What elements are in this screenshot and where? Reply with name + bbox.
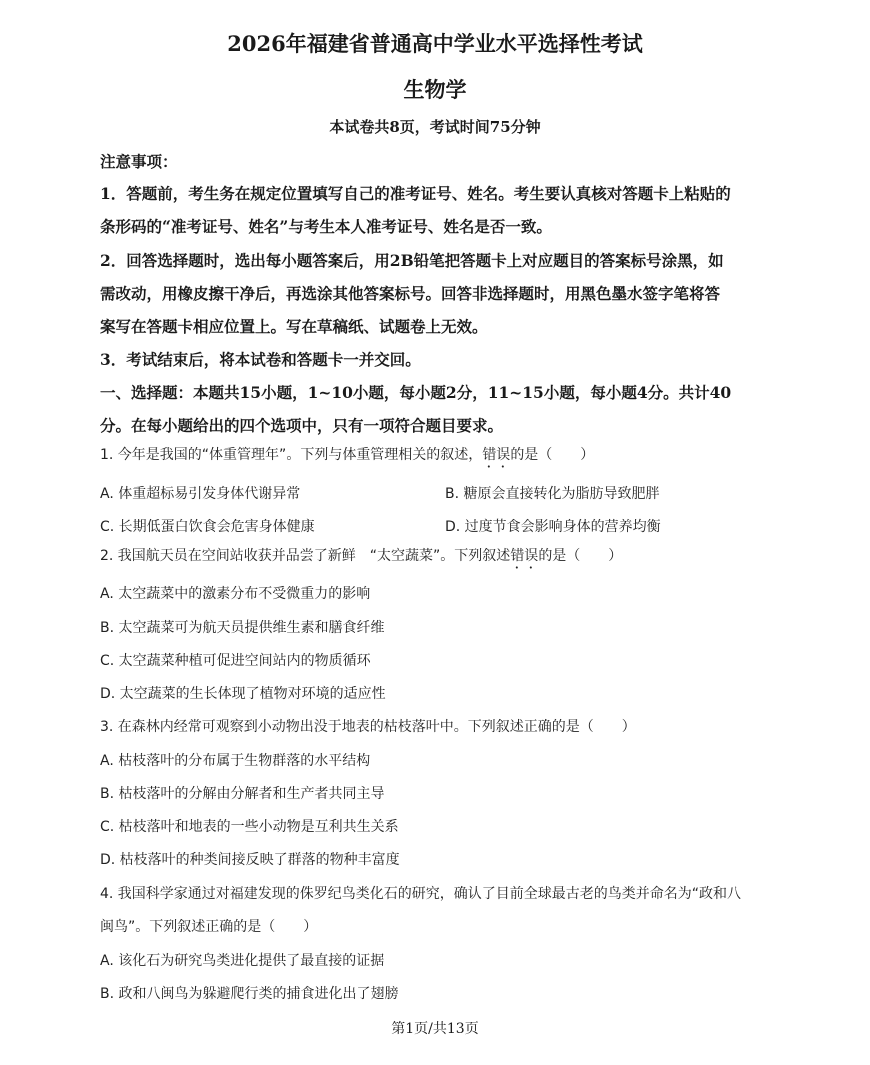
- question-1-stem: [100, 444, 594, 471]
- q3-option-c: C. 枯枝落叶和地表的一些小动物是互利共生关系: [100, 819, 399, 835]
- q2-option-b: B. 太空蔬菜可为航天员提供维生素和膳食纤维: [100, 620, 385, 636]
- q2-option-c: C. 太空蔬菜种植可促进空间站内的物质循环: [100, 653, 371, 669]
- question-3-stem: 3. 在森林内经常可观察到小动物出没于地表的枯枝落叶中。下列叙述正确的是（ ）: [100, 719, 636, 735]
- q2-option-a: A. 太空蔬菜中的激素分布不受微重力的影响: [100, 586, 371, 602]
- q1-stem-before: 1. 今年是我国的“体重管理年”。下列与体重管理相关的叙述，: [100, 447, 483, 463]
- q1-stem-after: 的是（ ）: [510, 447, 595, 463]
- note-2-line-3: 案写在答题卡相应位置上。写在草稿纸、试题卷上无效。: [100, 317, 488, 336]
- q2-stem-emphasis: 错误: [510, 548, 539, 564]
- q1-stem-emphasis: 错误: [482, 447, 511, 463]
- q1-option-b: B. 糖原会直接转化为脂肪导致肥胖: [445, 486, 660, 502]
- subject-title: 生物学: [403, 77, 467, 102]
- q4-option-a: A. 该化石为研究鸟类进化提供了最直接的证据: [100, 953, 385, 969]
- q1-option-a: A. 体重超标易引发身体代谢异常: [100, 486, 301, 502]
- q1-option-c: C. 长期低蛋白饮食会危害身体健康: [100, 519, 315, 535]
- section-1-line-1: 一、选择题：本题共15小题，1~10小题，每小题2分，11~15小题，每小题4分。共计40: [100, 383, 732, 402]
- note-1-line-2: 条形码的“准考证号、姓名”与考生本人准考证号、姓名是否一致。: [100, 217, 552, 236]
- question-4-stem-line-1: 4. 我国科学家通过对福建发现的侏罗纪鸟类化石的研究，确认了目前全球最古老的鸟类并命名为“政和八: [100, 886, 742, 902]
- note-1-line-1: 1．答题前，考生务在规定位置填写自己的准考证号、姓名。考生要认真核对答题卡上粘贴的: [100, 184, 731, 203]
- q2-option-d: D. 太空蔬菜的生长体现了植物对环境的适应性: [100, 686, 386, 702]
- exam-title: 2026年福建省普通高中学业水平选择性考试: [227, 31, 643, 56]
- section-1-line-2: 分。在每小题给出的四个选项中，只有一项符合题目要求。: [100, 416, 504, 435]
- q1-option-d: D. 过度节食会影响身体的营养均衡: [445, 519, 661, 535]
- note-2-line-1: 2．回答选择题时，选出每小题答案后，用2B铅笔把答题卡上对应题目的答案标号涂黑，如: [100, 251, 724, 270]
- q2-stem-before: 2. 我国航天员在空间站收获并品尝了新鲜 “太空蔬菜”。下列叙述: [100, 548, 511, 564]
- q3-option-d: D. 枯枝落叶的种类间接反映了群落的物种丰富度: [100, 852, 400, 868]
- question-4-stem-line-2: 闽鸟”。下列叙述正确的是（ ）: [100, 919, 318, 935]
- notes-heading: 注意事项：: [100, 152, 178, 171]
- exam-info: 本试卷共8页，考试时间75分钟: [329, 118, 541, 136]
- note-2-line-2: 需改动，用橡皮擦干净后，再选涂其他答案标号。回答非选择题时，用黑色墨水签字笔将答: [100, 284, 721, 303]
- page-footer: 第1页/共13页: [391, 1021, 479, 1037]
- note-3: 3．考试结束后，将本试卷和答题卡一并交回。: [100, 350, 421, 369]
- question-2-stem: [100, 545, 622, 572]
- q3-option-b: B. 枯枝落叶的分解由分解者和生产者共同主导: [100, 786, 385, 802]
- q4-option-b: B. 政和八闽鸟为躲避爬行类的捕食进化出了翅膀: [100, 986, 399, 1002]
- q2-stem-after: 的是（ ）: [538, 548, 623, 564]
- q3-option-a: A. 枯枝落叶的分布属于生物群落的水平结构: [100, 753, 371, 769]
